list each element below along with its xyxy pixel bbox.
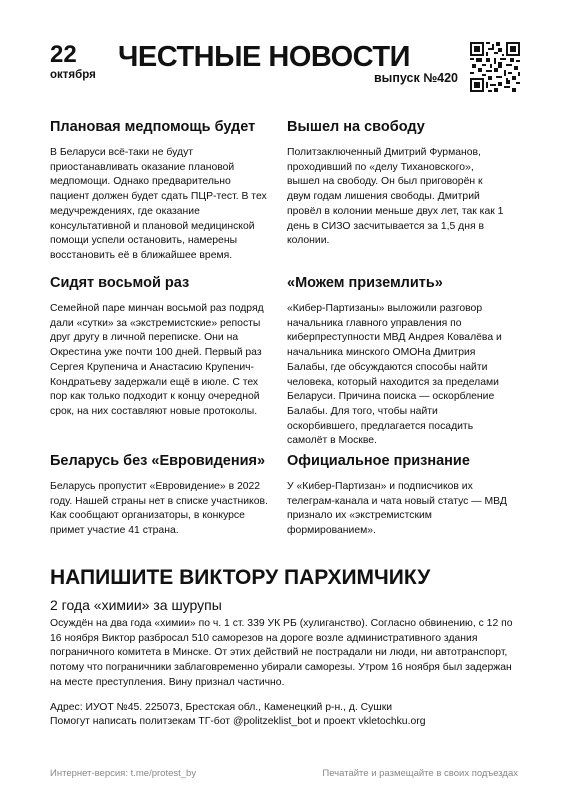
article-eighth-time — [50, 274, 270, 420]
article-title: «Можем приземлить» — [287, 275, 443, 291]
article-medical-care — [50, 118, 270, 264]
article-released — [287, 118, 507, 249]
political-prisoner-section — [50, 565, 520, 730]
prisoner-heading: НАПИШИТЕ ВИКТОРУ ПАРХИМЧИКУ — [50, 566, 431, 589]
article-title: Вышел на свободу — [287, 119, 425, 135]
article-title: Сидят восьмой раз — [50, 275, 190, 291]
article-can-land — [287, 274, 507, 449]
newspaper-title: ЧЕСТНЫЕ НОВОСТИ — [118, 41, 410, 73]
article-body: Политзаключенный Дмитрий Фурманов, проходивший по «делу Тихановского», вышел на свободу. Он был приговорён к двум годам лишения свободы. Дмитрий провёл в колонии меньше двух лет, так как 1 день в СИЗО засчитывается за 1,5 дня в колонии. — [287, 147, 504, 247]
article-title: Плановая медпомощь будет — [50, 119, 256, 135]
issue-month: октября — [50, 69, 96, 81]
prisoner-case-text: Осуждён на два года «химии» по ч. 1 ст. 339 УК РБ (хулиганство). Согласно обвинению, с 12 по 16 ноября Виктор разбросал 510 саморезов на дороге возле административного здания пограничного комитета в Минске. От этих действий не пострадали ни люди, ни автотранспорт, потому что пограничники заблаговременно убирали саморезы. Утром 16 ноября был задержан на месте преступления. Вину признал частично. — [50, 618, 513, 688]
prisoner-address: Адрес: ИУОТ №45. 225073, Брестская обл., Каменецкий р-н., д. Сушки — [50, 701, 393, 713]
prisoner-help-note: Помогут написать политзекам ТГ-бот @politzeklist_bot и проект vkletochku.org — [50, 716, 426, 728]
article-body: У «Кибер-Партизан» и подписчиков их телеграм-канала и чата новый статус — МВД признало их «экстремистским формированием». — [287, 481, 507, 537]
issue-day: 22 — [50, 41, 77, 68]
article-body: Беларусь пропустит «Евровидение» в 2022 году. Нашей страны нет в списке участников. Как сообщают организаторы, в конкурсе примет участие 41 страна. — [50, 481, 268, 537]
article-title: Беларусь без «Евровидения» — [50, 453, 266, 469]
article-body: Семейной паре минчан восьмой раз подряд дали «сутки» за «экстремистские» репосты друг другу в личной переписке. Они на Окрестина уже почти 100 дней. Первый раз Сергея Крупенича и Анастасию Крупенич-Кондратьеву задержали ещё в июле. С тех пор как только подходит к концу очередной срок, на них составляют новые протоколы. — [50, 303, 264, 417]
article-body: «Кибер-Партизаны» выложили разговор начальника главного управления по киберпреступности МВД Андрея Ковалёва и начальника минского ОМОНа Дмитрия Балабы, где обсуждаются способы найти человека, который находится за пределами Беларуси. Причина поиска — оскорбление Балабы. Для того, чтобы найти оскорбившего, предлагается посадить самолёт в Москве. — [287, 303, 502, 447]
article-official-recognition — [287, 452, 507, 539]
footer-web-version: Интернет-версия: t.me/protest_by — [50, 768, 197, 779]
qr-code-icon — [470, 42, 520, 92]
masthead-header — [50, 42, 520, 92]
article-title: Официальное признание — [287, 453, 470, 469]
article-eurovision — [50, 452, 270, 539]
prisoner-contact — [50, 701, 520, 730]
article-body: В Беларуси всё-таки не будут приостанавливать оказание плановой медпомощи. Однако предварительно пациент должен будет сдать ПЦР-тест. В тех медучреждениях, где оказание консультативной и плановой медицинской помощи успели остановить, намерены восстановить её в ближайшее время. — [50, 147, 267, 261]
footer-print-note: Печатайте и размещайте в своих подъездах — [322, 768, 518, 779]
prisoner-subtitle: 2 года «химии» за шурупы — [50, 597, 222, 613]
issue-number: выпуск №420 — [373, 71, 458, 85]
